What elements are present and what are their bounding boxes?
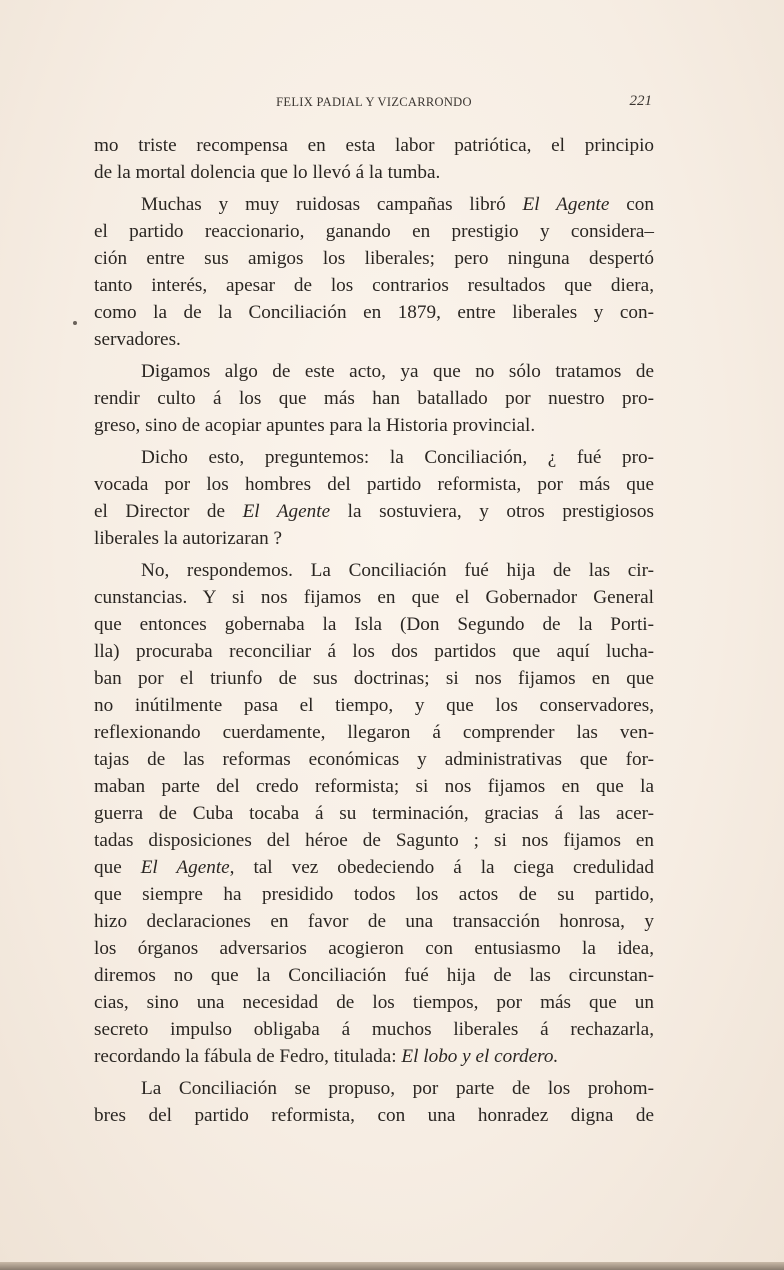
paragraph <box>94 557 654 1070</box>
margin-mark <box>73 321 77 325</box>
text-line: No, respondemos. La Conciliación fué hija de las cir- <box>141 560 654 581</box>
text-line: recordando la fábula de Fedro, titulada: El lobo y el cordero. <box>94 1046 559 1067</box>
text-line: bres del partido reformista, con una honradez digna de <box>94 1105 654 1126</box>
text-line: La Conciliación se propuso, por parte de los prohom- <box>141 1078 654 1099</box>
text-line: maban parte del credo reformista; si nos fijamos en que la <box>94 776 654 797</box>
text-line: el partido reaccionario, ganando en prestigio y considera– <box>94 221 654 242</box>
text-line: el Director de El Agente la sostuviera, y otros prestigiosos <box>94 501 654 522</box>
text-line: lla) procuraba reconciliar á los dos partidos que aquí lucha- <box>94 641 654 662</box>
paragraph <box>94 358 654 439</box>
text-line: Dicho esto, preguntemos: la Conciliación, ¿ fué pro- <box>141 447 654 468</box>
text-line: secreto impulso obligaba á muchos liberales á rechazarla, <box>94 1019 654 1040</box>
italic-title: El Agente <box>140 857 230 878</box>
text-line: ción entre sus amigos los liberales; pero ninguna despertó <box>94 248 654 269</box>
text-line: liberales la autorizaran ? <box>94 528 283 549</box>
text-line: que siempre ha presidido todos los actos de su partido, <box>94 884 654 905</box>
text-line: cias, sino una necesidad de los tiempos, por más que un <box>94 992 654 1013</box>
text-line: servadores. <box>94 329 181 350</box>
text-line: como la de la Conciliación en 1879, entre liberales y con- <box>94 302 654 323</box>
text-line: cunstancias. Y si nos fijamos en que el Gobernador General <box>94 587 654 608</box>
italic-title: El Agente <box>242 501 331 522</box>
text-line: diremos no que la Conciliación fué hija de las circunstan- <box>94 965 654 986</box>
italic-title: El lobo y el cordero. <box>401 1046 559 1067</box>
text-line: Digamos algo de este acto, ya que no sólo tratamos de <box>141 361 654 382</box>
text-line: tajas de las reformas económicas y administrativas que for- <box>94 749 654 770</box>
text-line: greso, sino de acopiar apuntes para la Historia provincial. <box>94 415 536 436</box>
text-line: hizo declaraciones en favor de una transacción honrosa, y <box>94 911 654 932</box>
text-line: Muchas y muy ruidosas campañas libró El Agente con <box>141 194 654 215</box>
header-title: FELIX PADIAL Y VIZCARRONDO <box>276 95 472 109</box>
body-text <box>94 132 654 1129</box>
paragraph <box>94 1075 654 1129</box>
page-bottom-edge <box>0 1262 784 1270</box>
text-line: que entonces gobernaba la Isla (Don Segundo de la Porti- <box>94 614 654 635</box>
text-line: mo triste recompensa en esta labor patriótica, el principio <box>94 135 654 156</box>
paragraph <box>94 191 654 353</box>
text-line: tadas disposiciones del héroe de Sagunto ; si nos fijamos en <box>94 830 654 851</box>
text-line: tanto interés, apesar de los contrarios resultados que diera, <box>94 275 654 296</box>
text-line: no inútilmente pasa el tiempo, y que los conservadores, <box>94 695 654 716</box>
running-header <box>94 95 654 117</box>
paragraph <box>94 132 654 186</box>
text-line: guerra de Cuba tocaba á su terminación, gracias á las acer- <box>94 803 654 824</box>
text-line: vocada por los hombres del partido reformista, por más que <box>94 474 654 495</box>
paragraph <box>94 444 654 552</box>
text-line: los órganos adversarios acogieron con entusiasmo la idea, <box>94 938 654 959</box>
text-line: de la mortal dolencia que lo llevó á la tumba. <box>94 162 441 183</box>
italic-title: El Agente <box>522 194 610 215</box>
page-number: 221 <box>629 93 652 109</box>
text-line: rendir culto á los que más han batallado por nuestro pro- <box>94 388 654 409</box>
text-line: reflexionando cuerdamente, llegaron á comprender las ven- <box>94 722 654 743</box>
text-line: ban por el triunfo de sus doctrinas; si nos fijamos en que <box>94 668 654 689</box>
text-line: que El Agente, tal vez obedeciendo á la ciega credulidad <box>94 857 654 878</box>
